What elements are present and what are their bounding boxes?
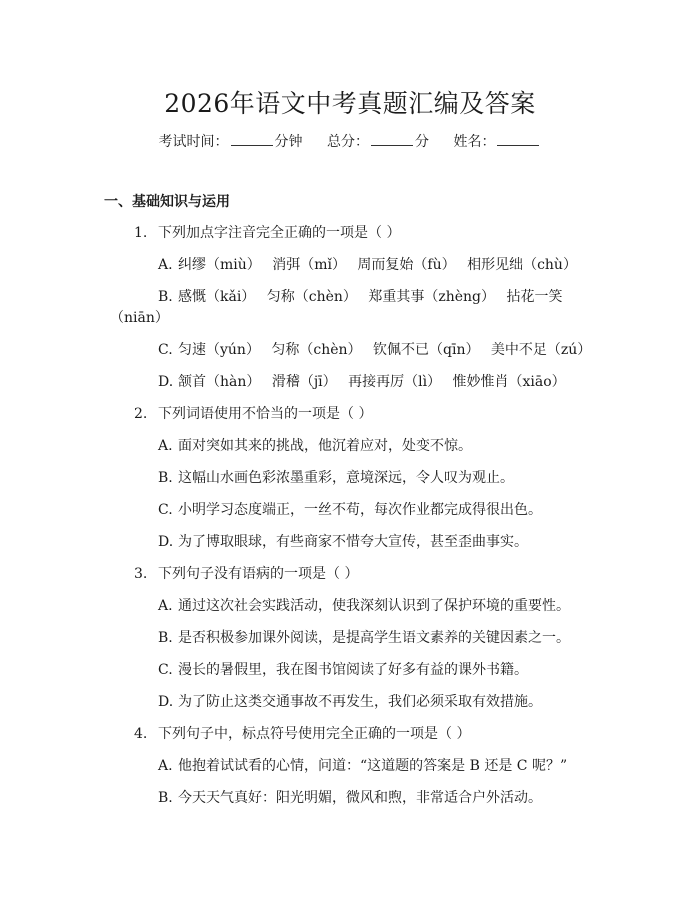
option-letter: A. xyxy=(158,758,173,774)
option-text: 为了防止这类交通事故不再发生，我们必须采取有效措施。 xyxy=(178,694,542,710)
score-unit: 分 xyxy=(415,134,429,150)
option-1d xyxy=(158,373,566,391)
option-text: 通过这次社会实践活动，使我深刻认识到了保护环境的重要性。 xyxy=(178,598,570,614)
score-field xyxy=(327,131,429,151)
question-2 xyxy=(134,405,372,423)
question-number: 2. xyxy=(134,406,148,422)
question-stem: 下列词语使用不恰当的一项是（ ） xyxy=(158,406,373,422)
option-letter: C. xyxy=(158,502,173,518)
question-stem: 下列句子没有语病的一项是（ ） xyxy=(158,566,359,582)
option-text: 感慨（kǎi） 匀称（chèn） 郑重其事（zhèng） 拈花一笑 xyxy=(178,289,563,305)
option-text: 这幅山水画色彩浓墨重彩，意境深远，令人叹为观止。 xyxy=(178,470,514,486)
option-2c xyxy=(158,501,542,519)
exam-meta xyxy=(0,131,700,151)
option-text: 他抱着试试看的心情，问道：“这道题的答案是 B 还是 C 呢？” xyxy=(178,758,568,774)
option-letter: B. xyxy=(158,790,173,806)
option-2a xyxy=(158,437,472,455)
option-letter: C. xyxy=(158,662,173,678)
name-field xyxy=(453,131,541,151)
option-2b xyxy=(158,469,514,487)
option-text: 面对突如其来的挑战，他沉着应对，处变不惊。 xyxy=(178,438,472,454)
option-4a xyxy=(158,757,567,775)
question-4 xyxy=(134,725,470,743)
score-label: 总分： xyxy=(327,134,369,150)
option-text: 是否积极参加课外阅读，是提高学生语文素养的关键因素之一。 xyxy=(178,630,570,646)
option-letter: A. xyxy=(158,598,173,614)
option-letter: C. xyxy=(158,342,173,358)
question-number: 3. xyxy=(134,566,148,582)
option-letter: B. xyxy=(158,470,173,486)
option-letter: B. xyxy=(158,289,173,305)
option-4b xyxy=(158,789,542,807)
option-3d xyxy=(158,693,542,711)
section-heading: 一、基础知识与运用 xyxy=(104,194,230,210)
option-text: 为了博取眼球，有些商家不惜夸大宣传，甚至歪曲事实。 xyxy=(178,534,528,550)
option-text: 漫长的暑假里，我在图书馆阅读了好多有益的课外书籍。 xyxy=(178,662,528,678)
option-3c xyxy=(158,661,528,679)
option-1b xyxy=(158,288,562,306)
option-3a xyxy=(158,597,570,615)
option-letter: A. xyxy=(158,257,173,273)
option-text: 匀速（yún） 匀称（chèn） 钦佩不已（qīn） 美中不足（zú） xyxy=(178,342,592,358)
time-label: 考试时间： xyxy=(158,134,229,150)
option-letter: D. xyxy=(158,374,174,390)
question-stem: 下列加点字注音完全正确的一项是（ ） xyxy=(158,225,401,241)
time-blank xyxy=(231,133,273,146)
question-1 xyxy=(134,224,400,242)
page-title: 2026年语文中考真题汇编及答案 xyxy=(164,89,536,118)
score-blank xyxy=(371,133,413,146)
question-stem: 下列句子中，标点符号使用完全正确的一项是（ ） xyxy=(158,726,471,742)
option-2d xyxy=(158,533,528,551)
option-1a xyxy=(158,256,577,274)
option-3b xyxy=(158,629,570,647)
option-letter: D. xyxy=(158,534,174,550)
option-text: 纠缪（miù） 消弭（mǐ） 周而复始（fù） 相形见绌（chù） xyxy=(178,257,577,273)
question-number: 1. xyxy=(134,225,148,241)
time-field xyxy=(159,131,303,151)
option-letter: A. xyxy=(158,438,173,454)
option-letter: D. xyxy=(158,694,174,710)
option-1b-wrap: （niān） xyxy=(110,310,169,326)
option-text: 小明学习态度端正，一丝不苟，每次作业都完成得很出色。 xyxy=(178,502,542,518)
option-1c xyxy=(158,341,591,359)
option-text: 今天天气真好：阳光明媚，微风和煦，非常适合户外活动。 xyxy=(178,790,542,806)
option-text: 颔首（hàn） 滑稽（jī） 再接再厉（lì） 惟妙惟肖（xiāo） xyxy=(178,374,566,390)
question-3 xyxy=(134,565,358,583)
option-letter: B. xyxy=(158,630,173,646)
name-label: 姓名： xyxy=(453,134,496,150)
question-number: 4. xyxy=(134,726,148,742)
time-unit: 分钟 xyxy=(274,134,303,150)
name-blank xyxy=(497,133,539,146)
